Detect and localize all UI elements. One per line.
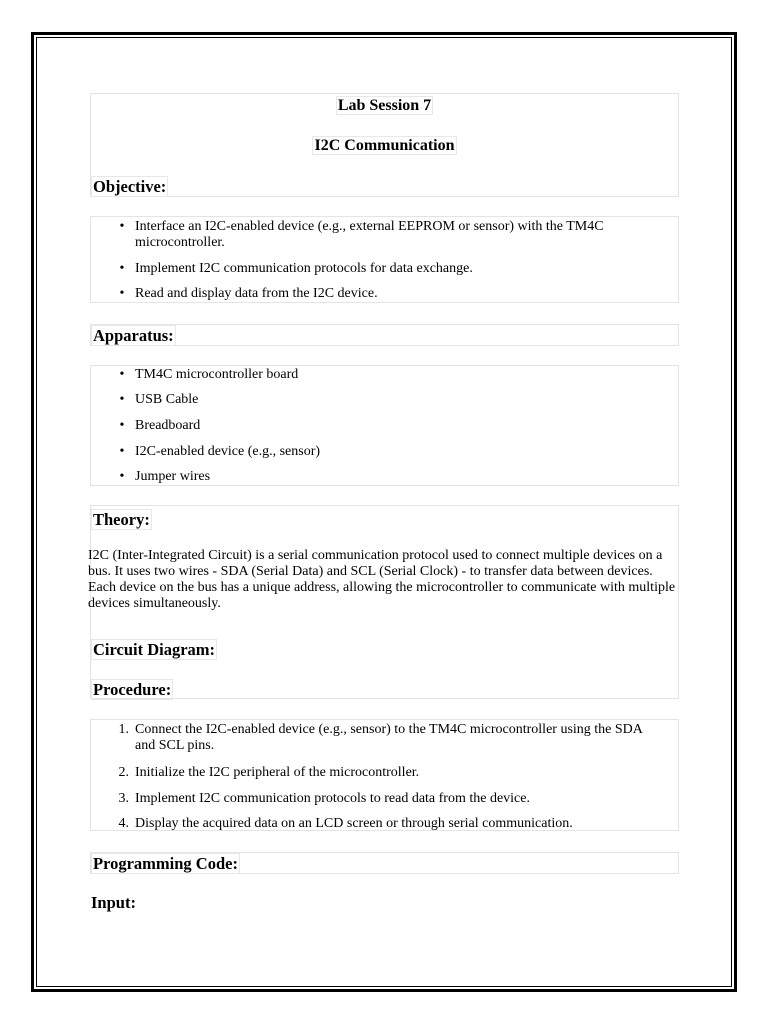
list-item-text: Initialize the I2C peripheral of the microcontroller. [135,765,420,780]
programming-heading-box [90,852,679,874]
step-number: 4. [118,816,129,831]
procedure-heading-text: Procedure: [93,680,172,699]
lab-session-title [91,97,678,115]
list-item [119,286,658,302]
list-item [118,816,658,832]
programming-heading-text: Programming Code: [93,854,238,873]
apparatus-list-box [90,365,679,486]
list-item-text: Interface an I2C-enabled device (e.g., external EEPROM or sensor) with the TM4C microcontroller. [135,219,604,250]
subtitle-text: I2C Communication [314,137,455,154]
title-text: Lab Session 7 [337,97,432,114]
programming-code-heading [91,854,240,874]
lab-subtitle [91,137,678,155]
list-item [119,392,658,408]
theory-section [90,505,679,699]
list-item [118,791,658,807]
list-item-text: Read and display data from the I2C device. [135,286,378,301]
list-item [119,444,658,460]
list-item [119,367,658,383]
list-item-text: Display the acquired data on an LCD screen or through serial communication. [135,816,573,831]
list-item-text: Implement I2C communication protocols to read data from the device. [135,791,530,806]
step-number: 1. [118,722,129,737]
objective-heading-text: Objective: [93,177,167,196]
objective-list-box [90,216,679,303]
bullet-marker: • [119,469,125,484]
theory-heading-text: Theory: [93,510,150,529]
objective-heading [91,177,168,197]
bullet-marker: • [119,261,125,276]
list-item [119,261,658,277]
list-item-text: Breadboard [135,418,201,433]
circuit-heading-text: Circuit Diagram: [93,640,216,659]
apparatus-heading [91,326,176,346]
bullet-marker: • [119,418,125,433]
bullet-marker: • [119,286,125,301]
circuit-diagram-heading [91,640,217,660]
list-item-text: Connect the I2C-enabled device (e.g., sensor) to the TM4C microcontroller using the SDA and SCL pins. [135,722,643,753]
list-item [119,219,658,251]
apparatus-heading-box [90,324,679,346]
list-item-text: USB Cable [135,392,199,407]
input-heading: Input: [91,893,136,912]
list-item-text: TM4C microcontroller board [135,367,299,382]
list-item [119,469,658,485]
theory-heading [91,510,152,530]
list-item-text: Implement I2C communication protocols for data exchange. [135,261,473,276]
theory-paragraph: I2C (Inter-Integrated Circuit) is a serial communication protocol used to connect multiple devices on a bus. It uses two wires - SDA (Serial Data) and SCL (Serial Clock) - to transfer data between devices. Each device on the bus has a unique address, allowing the microcontroller to communicate with multiple devices simultaneously. [88,548,676,611]
title-section [90,93,679,197]
bullet-marker: • [119,444,125,459]
list-item-text: I2C-enabled device (e.g., sensor) [135,444,321,459]
step-number: 2. [118,765,129,780]
bullet-marker: • [119,392,125,407]
list-item [118,765,658,781]
apparatus-heading-text: Apparatus: [93,326,174,345]
step-number: 3. [118,791,129,806]
bullet-marker: • [119,367,125,382]
list-item-text: Jumper wires [135,469,211,484]
list-item [118,722,658,754]
list-item [119,418,658,434]
procedure-list-box [90,719,679,831]
procedure-heading [91,680,173,700]
bullet-marker: • [119,219,125,234]
